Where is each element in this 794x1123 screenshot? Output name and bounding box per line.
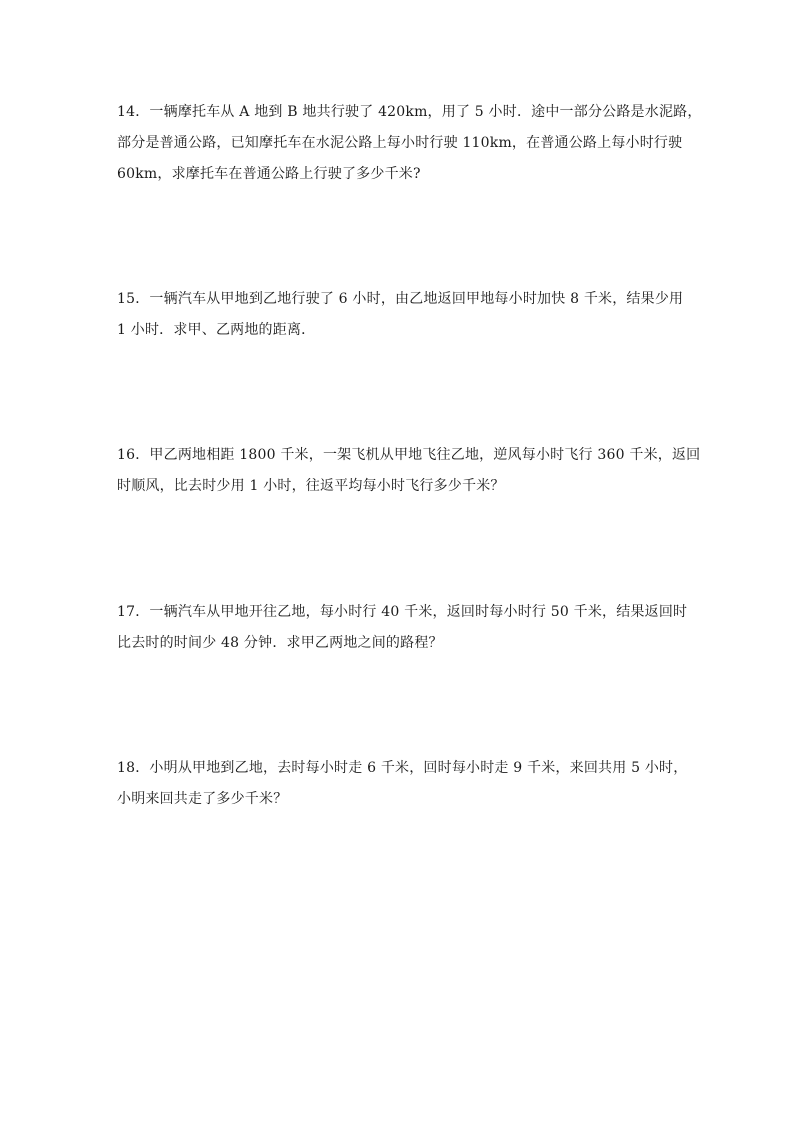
question-line: 18．小明从甲地到乙地，去时每小时走 6 千米，回时每小时走 9 千米，来回共用 5 小时， <box>117 760 688 776</box>
question-line: 时顺风，比去时少用 1 小时，往返平均每小时飞行多少千米？ <box>117 478 505 494</box>
question-line: 1 小时．求甲、乙两地的距离． <box>117 322 316 338</box>
question-line: 比去时的时间少 48 分钟．求甲乙两地之间的路程？ <box>117 635 443 651</box>
question-15 <box>117 284 684 346</box>
question-line: 15．一辆汽车从甲地到乙地行驶了 6 小时，由乙地返回甲地每小时加快 8 千米，结果少用 <box>117 291 684 307</box>
question-17 <box>117 597 688 659</box>
question-line: 17．一辆汽车从甲地开往乙地，每小时行 40 千米，返回时每小时行 50 千米，结果返回时 <box>117 604 688 620</box>
question-14 <box>117 97 702 190</box>
question-line: 16．甲乙两地相距 1800 千米，一架飞机从甲地飞往乙地，逆风每小时飞行 360 千米，返回 <box>117 447 701 463</box>
question-16 <box>117 440 701 502</box>
question-line: 部分是普通公路，已知摩托车在水泥公路上每小时行驶 110km，在普通公路上每小时行驶 <box>117 135 683 151</box>
question-line: 小明来回共走了多少千米？ <box>117 791 288 807</box>
question-line: 14．一辆摩托车从 A 地到 B 地共行驶了 420km，用了 5 小时．途中一部分公路是水泥路， <box>117 104 702 120</box>
question-18 <box>117 753 688 815</box>
question-line: 60km，求摩托车在普通公路上行驶了多少千米? <box>117 166 421 182</box>
